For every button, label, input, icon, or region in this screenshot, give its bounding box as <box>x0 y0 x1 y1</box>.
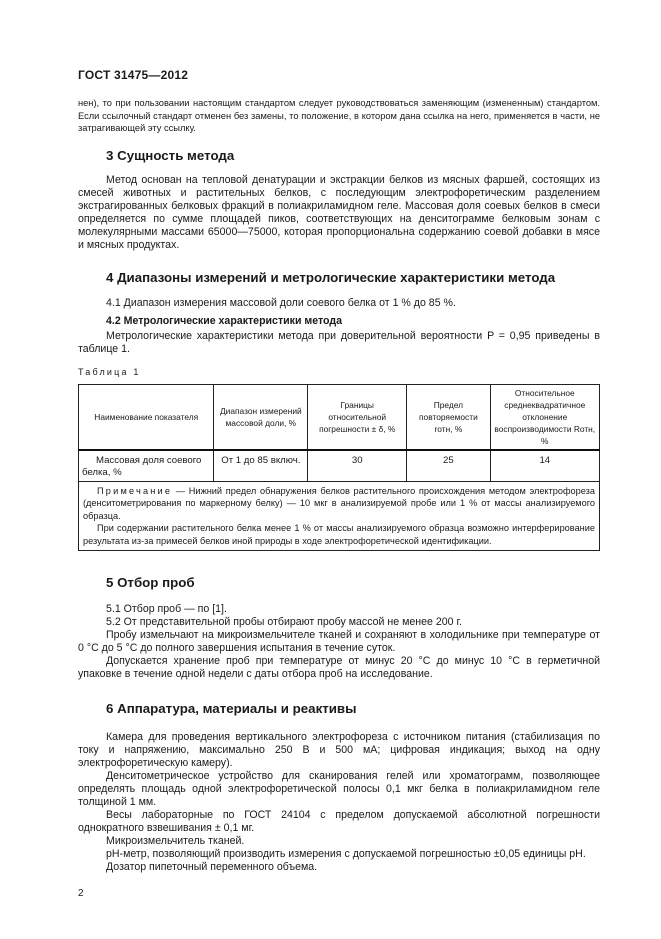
table-header-row <box>79 384 600 450</box>
paragraph: 5.2 От представительной пробы отбирают пробу массой не менее 200 г. <box>106 616 462 628</box>
table-cell: От 1 до 85 включ. <box>214 450 308 482</box>
table-row <box>79 450 600 482</box>
paragraph: Микроизмельчитель тканей. <box>106 835 245 847</box>
note-label: Примечание <box>97 485 173 496</box>
table-cell: Массовая доля соевого белка, % <box>79 450 214 482</box>
section-6 <box>78 701 600 874</box>
table-1 <box>78 384 600 552</box>
subsection-4-2-title: 4.2 Метрологические характеристики метода <box>106 314 342 327</box>
paragraph: 5.1 Отбор проб — по [1]. <box>106 603 227 615</box>
table-note-row <box>79 481 600 551</box>
section-6-title: 6 Аппаратура, материалы и реактивы <box>106 701 357 716</box>
paragraph-4-2: Метрологические характеристики метода при доверительной вероятности P = 0,95 приведены в таблице 1. <box>78 329 600 355</box>
paragraph: Камера для проведения вертикального электрофореза с источником питания (стабилизация по току и напряжению, максимально 250 В и 500 мА; цифровая индикация; выход на одну электрофоретическую камеру). <box>78 731 600 769</box>
note-paragraph-2: При содержании растительного белка менее 1 % от массы анализируемого образца возможно интерферирование результата из-за примесей белков иной природы в ходе электрофоретической идентификации. <box>83 523 595 546</box>
section-3-text: Метод основан на тепловой денатурации и экстракции белков из мясных фаршей, состоящих из смесей животных и растительных белков, с последующим электрофоретическим разделением экстрагированных белковых фракций в полиакриламидном геле. Массовая доля соевых белков в смеси определяется по сумме площадей пиков, соответствующих на денситограмме белковым зонам с молекулярными массами 65000—75000, которая пропорциональна содержанию соевой добавки в мясе и мясных продуктах. <box>78 173 600 251</box>
section-4-title: 4 Диапазоны измерений и метрологические характеристики метода <box>106 269 556 285</box>
note-paragraph-1 <box>83 485 595 523</box>
section-4 <box>78 270 600 356</box>
paragraph: Дозатор пипеточный переменного объема. <box>106 861 318 873</box>
table-note <box>79 481 600 551</box>
paragraph-4-1: 4.1 Диапазон измерения массовой доли соевого белка от 1 % до 85 %. <box>106 296 456 309</box>
paragraph: Весы лабораторные по ГОСТ 24104 с пределом допускаемой абсолютной погрешности однократного взвешивания ± 0,1 мг. <box>78 809 600 834</box>
table-cell: 25 <box>407 450 490 482</box>
column-header: Относительное среднеквадратичное отклонение воспроизводимости Rотн, % <box>490 384 599 450</box>
table-1-wrapper <box>78 384 600 552</box>
page-number: 2 <box>78 888 84 899</box>
column-header: Наименование показателя <box>79 384 214 450</box>
document-header: ГОСТ 31475—2012 <box>78 68 189 82</box>
section-3 <box>78 148 600 252</box>
document-page <box>78 0 600 939</box>
table-cell: 14 <box>490 450 599 482</box>
column-header: Предел повторяемости rотн, % <box>407 384 490 450</box>
column-header: Диапазон измерений массовой доли, % <box>214 384 308 450</box>
intro-paragraph: нен), то при пользовании настоящим стандартом следует руководствоваться заменяющим (измененным) стандартом. Если ссылочный стандарт отменен без замены, то положение, в котором дана ссылка на него, применяется в части, не затрагивающей эту ссылку. <box>78 98 600 133</box>
paragraph: Денситометрическое устройство для сканирования гелей или хроматограмм, позволяющее определять площадь одной электрофоретической полосы 0,1 мкг белка в полиакриламидном геле толщиной 1 мм. <box>78 770 600 808</box>
section-5 <box>78 575 600 681</box>
paragraph: Пробу измельчают на микроизмельчителе тканей и сохраняют в холодильнике при температуре от 0 °С до 5 °С до полного завершения испытания в течение суток. <box>78 629 600 654</box>
table-caption: Таблица 1 <box>78 366 141 377</box>
section-3-title: 3 Сущность метода <box>106 147 235 163</box>
table-cell: 30 <box>308 450 407 482</box>
paragraph: Допускается хранение проб при температуре от минус 20 °С до минус 10 °С в герметичной упаковке в течение одной недели с даты отбора проб на исследование. <box>78 655 600 680</box>
section-5-title: 5 Отбор проб <box>106 575 195 590</box>
paragraph: рН-метр, позволяющий производить измерения с допускаемой погрешностью ±0,05 единицы рН. <box>106 848 586 860</box>
column-header: Границы относительной погрешности ± δ, % <box>308 384 407 450</box>
note-text-1: — Нижний предел обнаружения белков растительного происхождения методом электрофореза (денситометрирования по маркерному белку) — 10 мкг в анализируемой пробе или 1 % от массы анализируемого образца. <box>83 485 595 521</box>
